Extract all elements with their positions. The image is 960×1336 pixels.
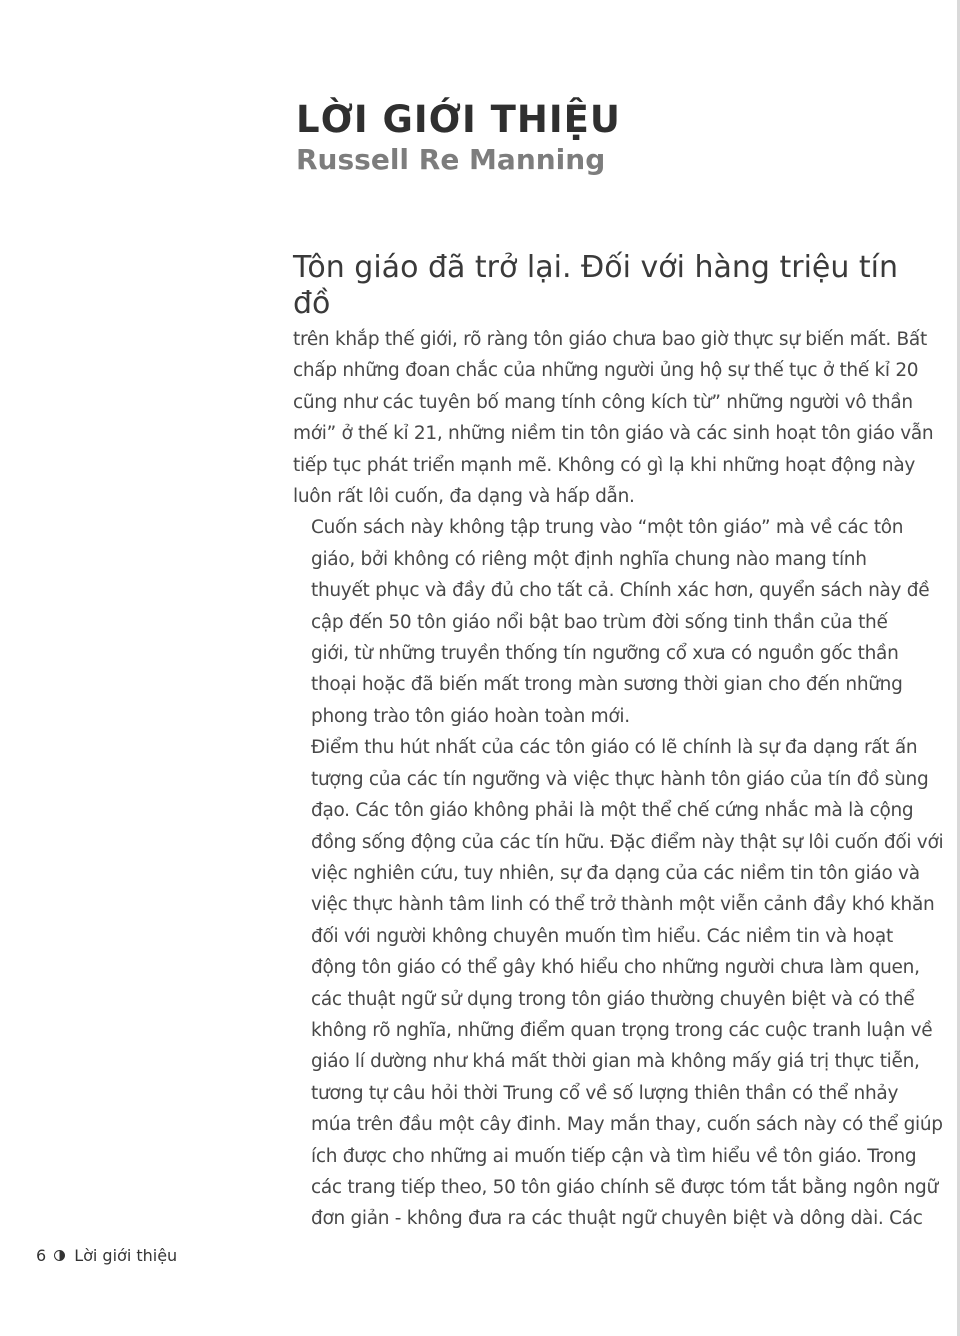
paragraph-1 <box>293 250 933 512</box>
text-line: thuyết phục và đầy đủ cho tất cả. Chính xác hơn, quyển sách này đề <box>311 580 930 602</box>
running-section-label: Lời giới thiệu <box>74 1246 178 1265</box>
text-line: luôn rất lôi cuốn, đa dạng và hấp dẫn. <box>293 486 635 508</box>
text-line: chấp những đoan chắc của những người ủng hộ sự thế tục ở thế kỉ 20 <box>293 360 919 382</box>
text-line: đạo. Các tôn giáo không phải là một thể chế cứng nhắc mà là cộng <box>311 800 914 822</box>
text-line: giáo lí dường như khá mất thời gian mà không mấy giá trị thực tiễn, <box>311 1051 920 1073</box>
text-line: các trang tiếp theo, 50 tôn giáo chính sẽ được tóm tắt bằng ngôn ngữ <box>311 1176 938 1198</box>
page-number: 6 <box>36 1246 47 1265</box>
text-line: cập đến 50 tôn giáo nổi bật bao trùm đời sống tinh thần của thế <box>311 611 888 633</box>
text-line: các thuật ngữ sử dụng trong tôn giáo thường chuyên biệt và có thể <box>311 988 915 1010</box>
text-line: tương tự câu hỏi thời Trung cổ về số lượng thiên thần có thể nhảy <box>311 1082 899 1104</box>
text-line: đối với người không chuyên muốn tìm hiểu. Các niềm tin và hoạt <box>311 925 893 947</box>
text-line: việc thực hành tâm linh có thể trở thành một viễn cảnh đầy khó khăn <box>311 894 935 916</box>
page-footer <box>36 1246 177 1265</box>
paragraph-2 <box>293 512 933 732</box>
body-text <box>293 250 944 1235</box>
text-line: việc nghiên cứu, tuy nhiên, sự đa dạng của các niềm tin tôn giáo và <box>311 862 920 884</box>
text-line: động tôn giáo có thể gây khó hiểu cho những người chưa làm quen, <box>311 957 920 979</box>
text-line: thoại hoặc đã biến mất trong màn sương thời gian cho đến những <box>311 674 903 696</box>
text-line: cũng như các tuyên bố mang tính công kích từ” những người vô thần <box>293 391 913 413</box>
text-line: mới” ở thế kỉ 21, những niềm tin tôn giáo và các sinh hoạt tôn giáo vẫn <box>293 423 934 445</box>
text-line: múa trên đầu một cây đinh. May mắn thay, cuốn sách này có thể giúp <box>311 1114 943 1136</box>
text-line: không rõ nghĩa, những điểm quan trọng trong các cuộc tranh luận về <box>311 1019 933 1041</box>
text-line: ích được cho những ai muốn tiếp cận và tìm hiểu về tôn giáo. Trong <box>311 1145 917 1167</box>
text-line: đơn giản - không đưa ra các thuật ngữ chuyên biệt và dông dài. Các <box>311 1208 923 1230</box>
text-line: phong trào tôn giáo hoàn toàn mới. <box>311 705 630 727</box>
text-line: Điểm thu hút nhất của các tôn giáo có lẽ chính là sự đa dạng rất ấn <box>311 737 918 759</box>
text-line: tiếp tục phát triển mạnh mẽ. Không có gì lạ khi những hoạt động này <box>293 454 916 476</box>
text-line: đồng sống động của các tín hữu. Đặc điểm này thật sự lôi cuốn đối với <box>311 831 944 853</box>
text-line: Cuốn sách này không tập trung vào “một tôn giáo” mà về các tôn <box>311 517 904 539</box>
paragraph-3 <box>293 732 944 1235</box>
half-circle-icon <box>54 1250 65 1261</box>
text-line: trên khắp thế giới, rõ ràng tôn giáo chưa bao giờ thực sự biến mất. Bất <box>293 329 927 350</box>
text-line: giáo, bởi không có riêng một định nghĩa chung nào mang tính <box>311 548 867 570</box>
text-line: tượng của các tín ngưỡng và việc thực hành tôn giáo của tín đồ sùng <box>311 768 929 790</box>
chapter-author: Russell Re Manning <box>296 143 606 176</box>
lead-in-sentence: Tôn giáo đã trở lại. Đối với hàng triệu tín đồ <box>293 250 899 321</box>
text-line: giới, từ những truyền thống tín ngưỡng cổ xưa có nguồn gốc thần <box>311 643 899 665</box>
chapter-title: LỜI GIỚI THIỆU <box>296 98 621 141</box>
